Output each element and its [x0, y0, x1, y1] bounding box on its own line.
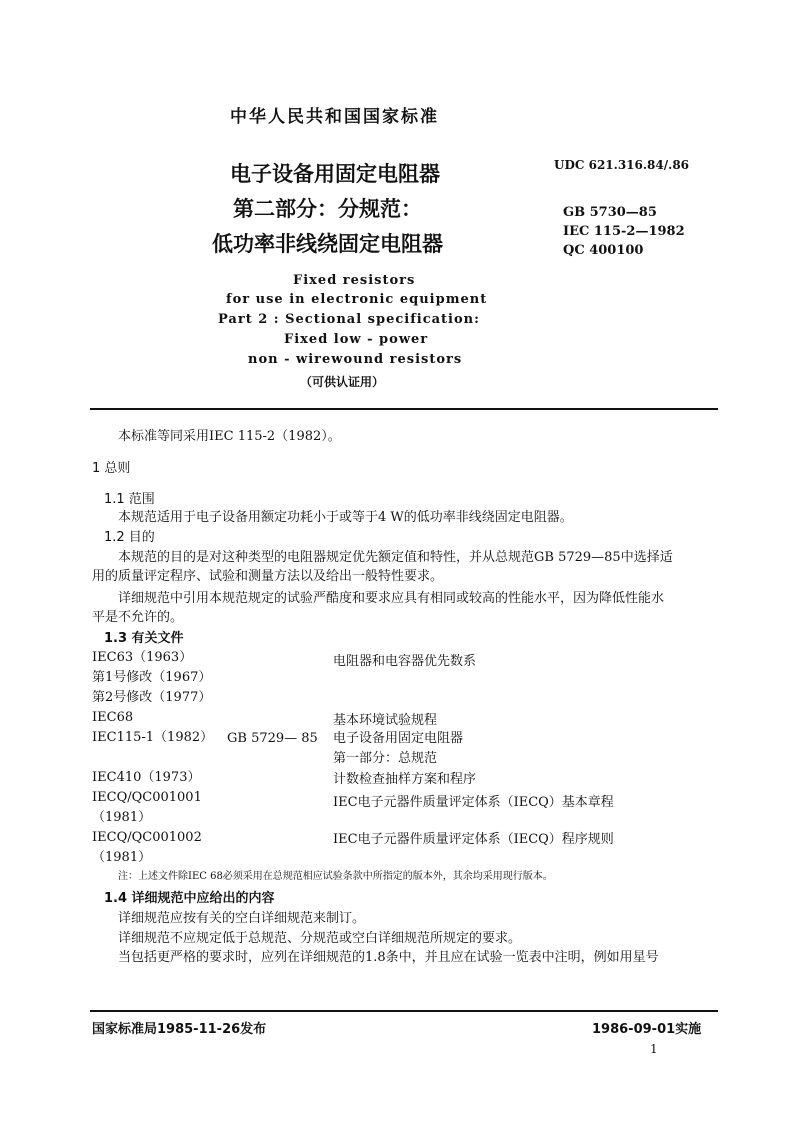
ref-iecq-001002-desc: IEC电子元器件质量评定体系（IECQ）程序规则 [333, 832, 614, 847]
ref-iec63: IEC63（1963） [92, 650, 193, 665]
ref-iec68: IEC68 [92, 710, 134, 725]
qc-code: QC 400100 [563, 243, 644, 258]
ref-iecq-001001: IECQ/QC001001 [92, 790, 202, 805]
ref-iec63-amendment-1: 第1号修改（1967） [92, 670, 212, 685]
header-divider [90, 408, 718, 410]
ref-iecq-001002-year: （1981） [92, 850, 152, 865]
scope-paragraph: 本规范适用于电子设备用额定功耗小于或等于4 W的低功率非线绕固定电阻器。 [118, 510, 573, 525]
ref-iecq-001002: IECQ/QC001002 [92, 830, 202, 845]
ref-iec115-1: IEC115-1（1982） [92, 730, 214, 745]
ref-iec115-1-desc-1: 电子设备用固定电阻器 [333, 731, 464, 746]
english-title-line-2: for use in electronic equipment [226, 292, 488, 307]
issue-date: 国家标准局1985-11-26发布 [92, 1022, 267, 1037]
page-number: 1 [650, 1042, 658, 1056]
certification-note: （可供认证用） [300, 375, 385, 389]
section-1-2-heading: 1.2 目的 [104, 530, 155, 545]
gb-code: GB 5730—85 [563, 205, 657, 220]
purpose-paragraph-1b: 用的质量评定程序、试验和测量方法以及给出一般特性要求。 [92, 569, 444, 584]
title-line-2: 第二部分：分规范： [233, 197, 422, 221]
english-title-line-4: Fixed low - power [284, 332, 429, 347]
effective-date: 1986-09-01实施 [592, 1022, 702, 1037]
ref-iec68-desc: 基本环境试验规程 [333, 713, 438, 728]
content-paragraph-3: 当包括更严格的要求时，应列在详细规范的1.8条中，并且应在试验一览表中注明，例如用星号 [118, 950, 659, 965]
english-title-line-1: Fixed resistors [293, 273, 416, 288]
purpose-paragraph-2b: 平是不允许的。 [92, 610, 184, 625]
english-title-line-3: Part 2 : Sectional specification: [218, 312, 480, 327]
purpose-paragraph-1a: 本规范的目的是对这种类型的电阻器规定优先额定值和特性，并从总规范GB 5729—85中选择适 [118, 550, 673, 565]
references-note: 注：上述文件除IEC 68必须采用在总规范相应试验条款中所指定的版本外，其余均采用现行版本。 [118, 871, 553, 882]
ref-iecq-001001-year: （1981） [92, 810, 152, 825]
footer-divider [90, 1010, 718, 1012]
ref-iecq-001001-desc: IEC电子元器件质量评定体系（IECQ）基本章程 [333, 795, 614, 810]
ref-iec410: IEC410（1973） [92, 770, 201, 785]
english-title-line-5: non - wirewound resistors [248, 352, 463, 367]
udc-code: UDC 621.316.84/.86 [554, 158, 690, 172]
section-1-1-heading: 1.1 范围 [104, 492, 155, 507]
section-1-heading: 1 总则 [92, 461, 131, 476]
ref-iec63-amendment-2: 第2号修改（1977） [92, 690, 212, 705]
purpose-paragraph-2a: 详细规范中引用本规范规定的试验严酷度和要求应具有相同或较高的性能水平，因为降低性能水 [118, 591, 665, 606]
content-paragraph-2: 详细规范不应规定低于总规范、分规范或空白详细规范所规定的要求。 [118, 931, 522, 946]
title-line-3: 低功率非线绕固定电阻器 [212, 232, 443, 256]
iec-code: IEC 115-2—1982 [563, 224, 685, 239]
ref-gb5729: GB 5729— 85 [227, 731, 318, 746]
ref-iec115-1-desc-2: 第一部分：总规范 [333, 751, 438, 766]
ref-iec410-desc: 计数检查抽样方案和程序 [333, 772, 477, 787]
national-standard-heading: 中华人民共和国国家标准 [230, 107, 439, 127]
section-1-4-heading: 1.4 详细规范中应给出的内容 [104, 891, 275, 906]
content-paragraph-1: 详细规范应按有关的空白详细规范来制订。 [118, 911, 366, 926]
ref-iec63-desc: 电阻器和电容器优先数系 [333, 654, 477, 669]
section-1-3-heading: 1.3 有关文件 [104, 631, 184, 646]
title-line-1: 电子设备用固定电阻器 [230, 162, 440, 186]
intro-paragraph: 本标准等同采用IEC 115-2（1982）。 [118, 429, 341, 444]
